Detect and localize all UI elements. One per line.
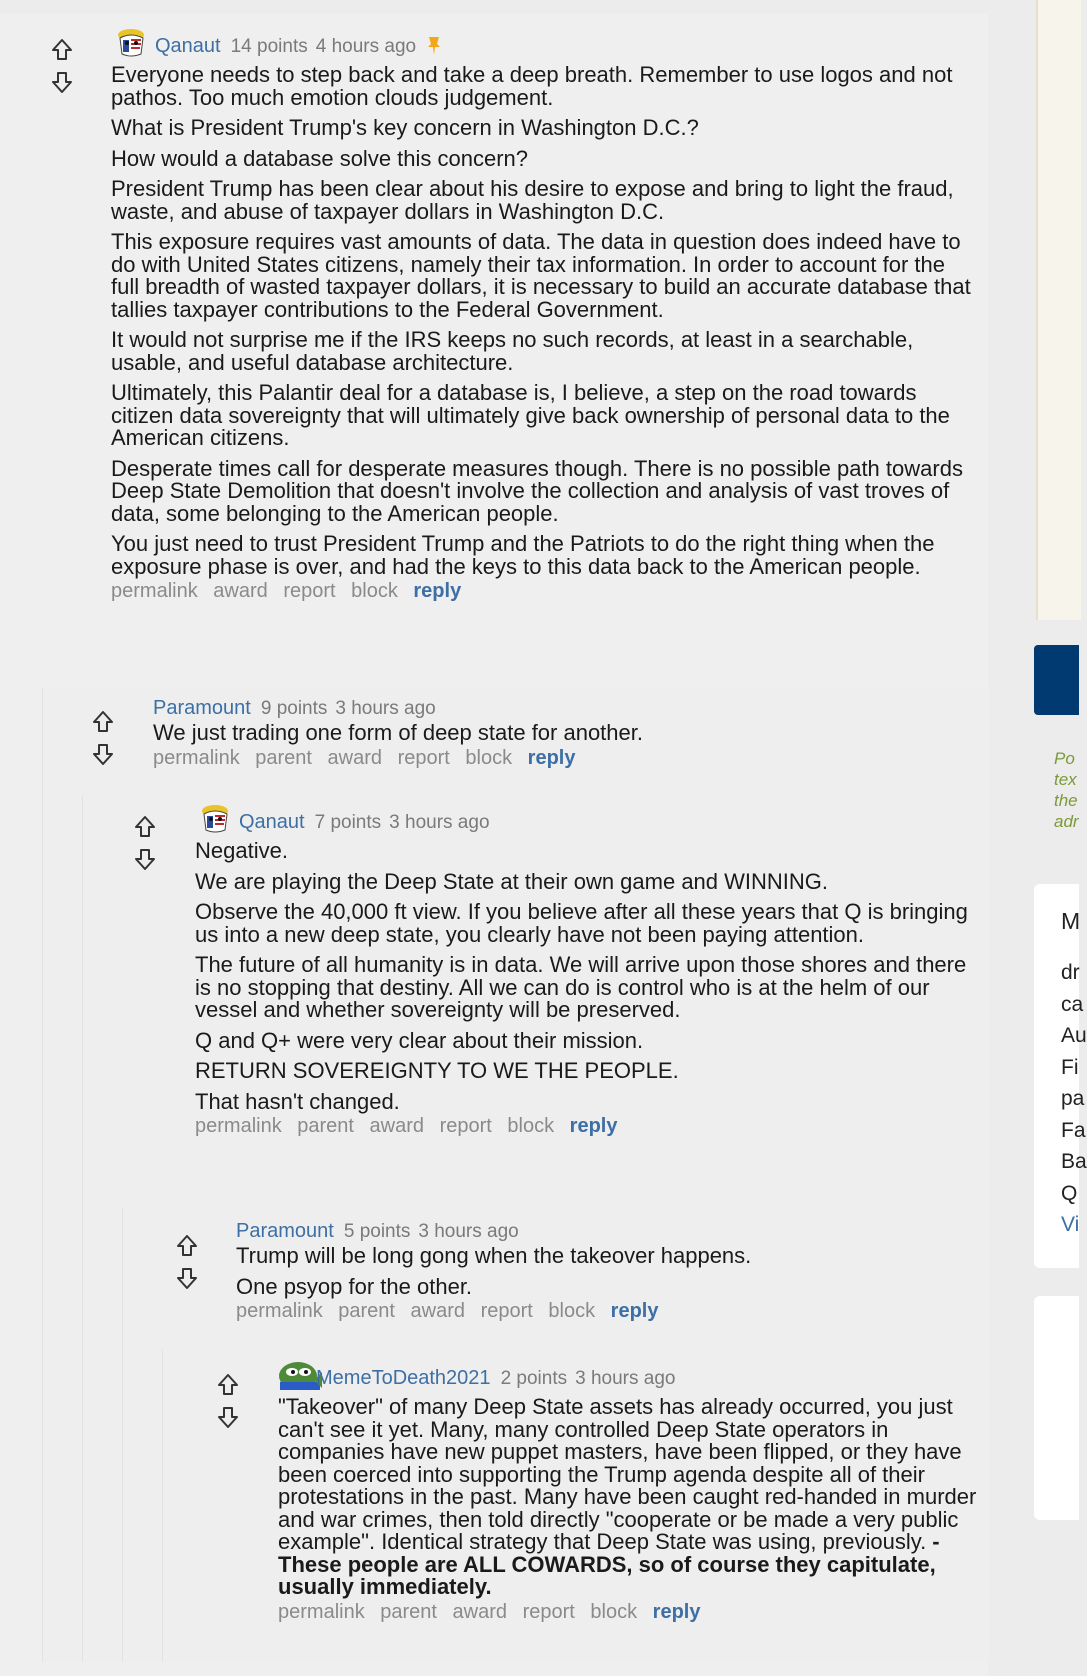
comment-bold-text: - These people are ALL COWARDS, so of course they capitulate, usually immediately. [278,1529,940,1599]
sidebar-submit-button[interactable] [1034,645,1079,715]
comment-paragraph: You just need to trust President Trump and the Patriots to do the right thing when the exposure phase is over, and had the keys to this data back to the American people. [111,531,935,579]
comment-paragraph: President Trump has been clear about his desire to expose and bring to light the fraud, waste, and abuse of taxpayer dollars in Washington D.C. [111,176,954,224]
comment-text: "Takeover" of many Deep State assets has already occurred, you just can't see it yet. Many, many controlled Deep State operators in companies have new puppet masters, have been flipped, or they have been coerced into supporting the Trump agenda despite all of their protestations in the past. Many have been caught red-handed in murder and war crimes, then told directly "cooperate or be made a very public example". Identical strategy that Deep State was using, previously. [278,1394,977,1554]
sidebar-moderator[interactable]: Au [1061,1024,1087,1047]
permalink-link[interactable]: permalink [195,1115,282,1137]
comment-time: 3 hours ago [575,1368,676,1389]
upvote-arrow-icon[interactable] [176,1234,198,1258]
comment-paragraph: Ultimately, this Palantir deal for a database is, I believe, a step on the road towards citizen data sovereignty that will ultimately give back ownership of personal data to the American citizens. [111,380,950,450]
comment-body [111,64,971,578]
vote-controls [134,815,158,879]
comment-paramount-2 [236,1219,976,1323]
award-link[interactable]: award [369,1115,425,1137]
sidebar-note-line: the [1054,791,1078,810]
comment-paragraph: Everyone needs to step back and take a deep breath. Remember to use logos and not pathos. Too much emotion clouds judgement. [111,62,953,110]
comment-time: 3 hours ago [335,698,436,719]
comment-author[interactable]: MemeToDeath2021 [316,1367,491,1389]
comment-paragraph: Desperate times call for desperate measures though. There is no possible path towards Deep State Demolition that doesn't involve the collection and analysis of vast troves of data, some belonging to the American people. [111,455,963,526]
report-link[interactable]: report [283,580,336,602]
comment-paragraph: The future of all humanity is in data. We will arrive upon those shores and there is no stopping that destiny. All we can do is control who is at the helm of our vessel and whether sovereignty will be preserved. [195,952,967,1022]
comment-actions [195,1115,975,1138]
comment-paragraph: What is President Trump's key concern in Washington D.C.? [111,115,699,140]
reply-link[interactable]: reply [569,1115,618,1137]
downvote-arrow-icon[interactable] [217,1405,239,1429]
comment-paragraph: RETURN SOVEREIGNTY TO WE THE PEOPLE. [195,1058,679,1083]
sidebar-moderator[interactable]: Fa [1061,1118,1086,1142]
upvote-arrow-icon[interactable] [217,1373,239,1397]
comment-actions [111,580,971,603]
reply-link[interactable]: reply [652,1600,701,1623]
comment-paragraph: Q and Q+ were very clear about their mission. [195,1027,644,1053]
sidebar-moderator[interactable]: pa [1061,1087,1085,1110]
sidebar-note-line: tex [1054,770,1077,789]
comment-tagline [195,802,975,840]
parent-link[interactable]: parent [380,1600,437,1623]
comment-actions [236,1300,976,1323]
reply-link[interactable]: reply [413,580,462,602]
permalink-link[interactable]: permalink [111,580,198,602]
sidebar-image-panel [1036,0,1081,620]
comment-paragraph: Negative. [195,838,288,863]
block-link[interactable]: block [507,1115,555,1137]
comment-paragraph: Observe the 40,000 ft view. If you believe after all these years that Q is bringing us into a new deep state, you clearly have not been paying attention. [195,899,968,947]
reply-link[interactable]: reply [527,746,576,769]
sidebar-card-list [1061,957,1087,1241]
comment-body [236,1245,976,1298]
comment-body [278,1396,978,1599]
comment-tagline [236,1219,976,1245]
downvote-arrow-icon[interactable] [176,1266,198,1290]
block-link[interactable]: block [548,1300,596,1322]
permalink-link[interactable]: permalink [236,1300,323,1322]
block-link[interactable]: block [590,1600,638,1623]
comment-paramount-1 [153,696,973,770]
downvote-arrow-icon[interactable] [134,847,156,871]
upvote-arrow-icon[interactable] [92,710,114,734]
comment-actions [278,1601,978,1624]
sidebar-moderator[interactable]: Ba [1061,1150,1087,1173]
block-link[interactable]: block [351,580,398,602]
report-link[interactable]: report [480,1300,533,1322]
sidebar-moderator[interactable]: ca [1061,992,1084,1016]
vote-controls [217,1373,241,1437]
award-link[interactable]: award [327,746,383,769]
comment-time: 3 hours ago [418,1221,519,1242]
sidebar-moderator[interactable]: Q [1061,1181,1078,1205]
comment-time: 4 hours ago [315,36,417,57]
comment-paragraph: That hasn't changed. [195,1088,400,1114]
comment-paragraph: We are playing the Deep State at their own game and WINNING. [195,868,829,894]
award-link[interactable]: award [452,1600,508,1623]
comment-qanaut-2 [195,802,975,1138]
comment-author[interactable]: Paramount [236,1220,334,1242]
comment-tagline [111,26,971,64]
comment-paragraph: One psyop for the other. [236,1273,473,1299]
comment-paragraph: How would a database solve this concern? [111,145,529,171]
comment-qanaut-1 [111,26,971,603]
downvote-arrow-icon[interactable] [92,742,114,766]
comment-paragraph: Trump will be long gong when the takeover happens. [236,1243,752,1268]
block-link[interactable]: block [465,746,513,769]
comment-points: 2 points [500,1368,568,1389]
permalink-link[interactable]: permalink [153,746,240,769]
vote-controls [176,1234,200,1298]
comment-author[interactable]: Qanaut [239,811,305,833]
avatar [278,1358,316,1390]
comment-paragraph: This exposure requires vast amounts of data. The data in question does indeed have to do with United States citizens, namely their tax information. In order to account for the full breadth of wasted taxpayer dollars, it is necessary to build an accurate database that tallies taxpayer contributions to the Federal Government. [111,229,971,322]
sidebar-card-heading: M [1061,908,1081,934]
comment-paragraph: We just trading one form of deep state for another. [153,720,643,745]
comment-memetodeath [278,1358,978,1624]
comment-time: 3 hours ago [389,812,490,833]
sidebar-moderator[interactable]: dr [1061,961,1080,984]
vote-controls [51,38,75,102]
report-link[interactable]: report [397,746,450,769]
report-link[interactable]: report [439,1115,492,1137]
comment-points: 9 points [260,698,328,719]
downvote-arrow-icon[interactable] [51,70,73,94]
comment-paragraph: It would not surprise me if the IRS keeps no such records, at least in a searchable, usable, and useful database architecture. [111,327,914,375]
sidebar-moderator[interactable]: Fi [1061,1055,1079,1079]
comment-tagline [153,696,973,722]
report-link[interactable]: report [522,1600,575,1623]
parent-link[interactable]: parent [255,746,312,769]
sidebar-note-line: Po [1054,749,1075,768]
comment-paragraph [278,1396,978,1599]
sidebar-note-line: adr [1054,812,1079,831]
comment-author[interactable]: Paramount [153,697,251,719]
parent-link[interactable]: parent [338,1300,395,1322]
award-link[interactable]: award [213,580,268,602]
comment-points: 7 points [314,812,382,833]
comment-actions [153,747,973,770]
comment-points: 5 points [343,1221,411,1242]
upvote-arrow-icon[interactable] [134,815,156,839]
comment-author[interactable]: Qanaut [155,35,221,57]
permalink-link[interactable]: permalink [278,1600,365,1623]
avatar [195,802,233,834]
pin-icon [426,33,442,53]
upvote-arrow-icon[interactable] [51,38,73,62]
parent-link[interactable]: parent [297,1115,354,1137]
vote-controls [92,710,116,774]
comment-points: 14 points [230,36,308,57]
sidebar-note [1054,748,1079,832]
avatar [111,26,149,58]
sidebar-empty-card [1034,1296,1079,1520]
sidebar-view-all-link[interactable]: Vi [1061,1213,1080,1236]
award-link[interactable]: award [410,1300,466,1322]
comment-body [153,722,973,745]
reply-link[interactable]: reply [610,1300,659,1322]
comment-tagline [278,1358,978,1396]
comment-body [195,840,975,1113]
